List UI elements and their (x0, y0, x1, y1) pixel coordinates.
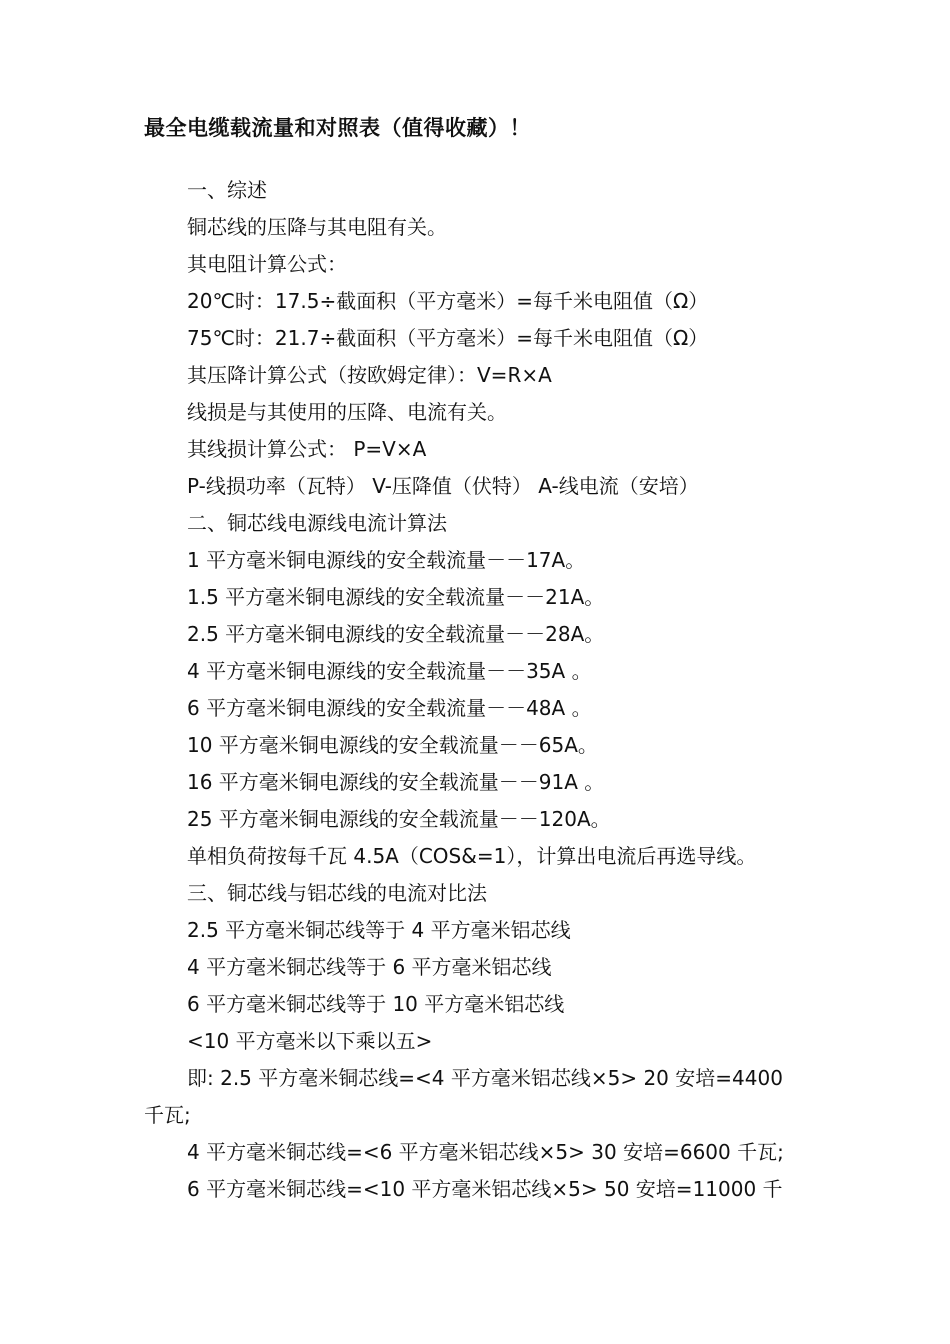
paragraph-line: 4 平方毫米铜芯线等于 6 平方毫米铝芯线 (187, 955, 552, 979)
paragraph-line: 16 平方毫米铜电源线的安全载流量－－91A 。 (187, 770, 605, 794)
paragraph-line: 4 平方毫米铜芯线=<6 平方毫米铝芯线×5> 30 安培=6600 千瓦; (187, 1140, 784, 1164)
paragraph-line: 1.5 平方毫米铜电源线的安全载流量－－21A。 (187, 585, 605, 609)
paragraph-line: 6 平方毫米铜芯线等于 10 平方毫米铝芯线 (187, 992, 565, 1016)
paragraph-line: 其线损计算公式： P=V×A (187, 437, 427, 461)
paragraph-line: 其电阻计算公式： (187, 252, 347, 276)
paragraph-line: 三、铜芯线与铝芯线的电流对比法 (187, 881, 487, 905)
paragraph-line: 4 平方毫米铜电源线的安全载流量－－35A 。 (187, 659, 592, 683)
document-body (0, 175, 950, 1211)
paragraph-line: 10 平方毫米铜电源线的安全载流量－－65A。 (187, 733, 598, 757)
paragraph-line: 二、铜芯线电源线电流计算法 (187, 511, 447, 535)
paragraph-line: 其压降计算公式（按欧姆定律）：V=R×A (187, 363, 552, 387)
paragraph-line: 75℃时：21.7÷截面积（平方毫米）=每千米电阻值（Ω） (187, 326, 709, 350)
paragraph-line: 2.5 平方毫米铜芯线等于 4 平方毫米铝芯线 (187, 918, 571, 942)
paragraph-line: 1 平方毫米铜电源线的安全载流量－－17A。 (187, 548, 586, 572)
paragraph-line: P-线损功率（瓦特） V-压降值（伏特） A-线电流（安培） (187, 474, 699, 498)
paragraph-line: 2.5 平方毫米铜电源线的安全载流量－－28A。 (187, 622, 605, 646)
paragraph-line: 线损是与其使用的压降、电流有关。 (187, 400, 507, 424)
paragraph-line: 一、综述 (187, 178, 267, 202)
paragraph-line: 25 平方毫米铜电源线的安全载流量－－120A。 (187, 807, 611, 831)
paragraph-line: 铜芯线的压降与其电阻有关。 (187, 215, 447, 239)
paragraph-line: 千瓦; (144, 1103, 191, 1127)
paragraph-line: 单相负荷按每千瓦 4.5A（COS&=1），计算出电流后再选导线。 (187, 844, 757, 868)
paragraph-line: 6 平方毫米铜芯线=<10 平方毫米铝芯线×5> 50 安培=11000 千 (187, 1177, 783, 1201)
paragraph-line: 20℃时：17.5÷截面积（平方毫米）=每千米电阻值（Ω） (187, 289, 709, 313)
document-title: 最全电缆载流量和对照表（值得收藏）！ (144, 116, 531, 140)
paragraph-line: 6 平方毫米铜电源线的安全载流量－－48A 。 (187, 696, 592, 720)
paragraph-line: <10 平方毫米以下乘以五> (187, 1029, 433, 1053)
paragraph-line: 即: 2.5 平方毫米铜芯线=<4 平方毫米铝芯线×5> 20 安培=4400 (187, 1066, 783, 1090)
